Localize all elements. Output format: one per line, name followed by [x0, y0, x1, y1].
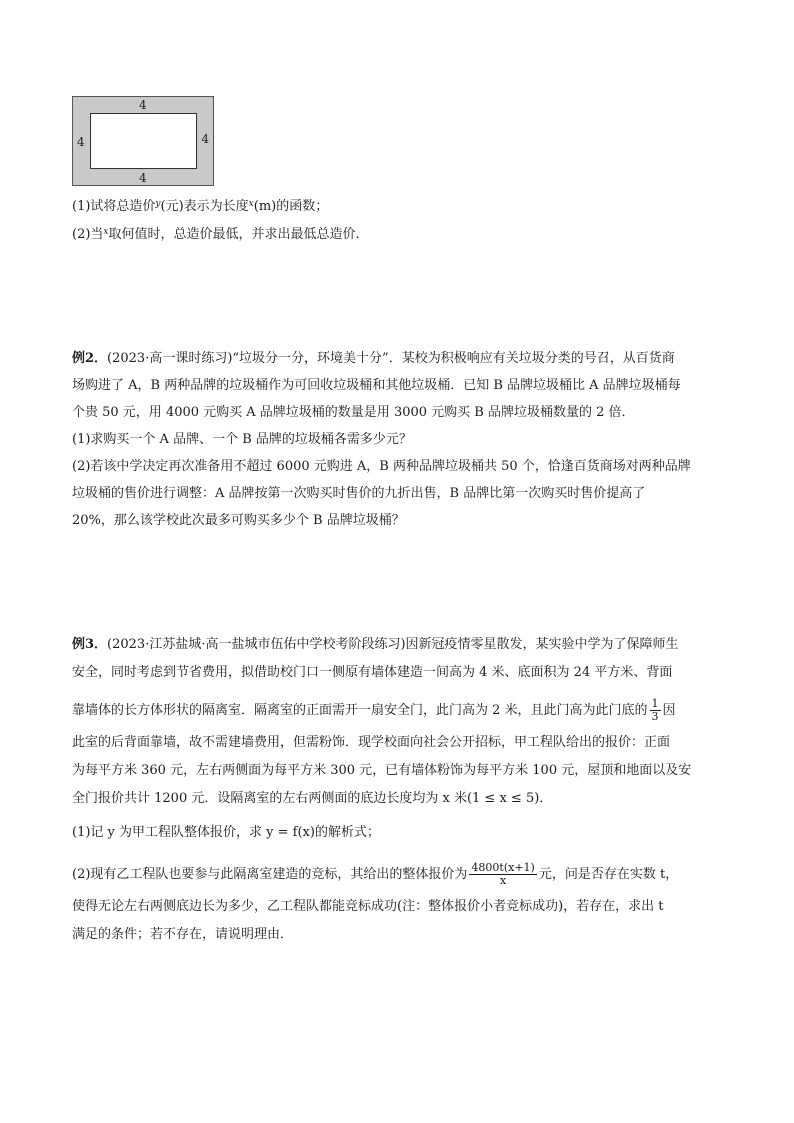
- ex3-line-2: 安全，同时考虑到节省费用，拟借助校门口一侧原有墙体建造一间高为 4 米、底面积为 24 平方米、背面: [72, 665, 673, 680]
- ex3-line-7: (1)记 y 为甲工程队整体报价，求 y = f(x)的解析式；: [72, 825, 380, 840]
- ex2-label: 例2．: [72, 351, 108, 366]
- ex3-line-8: (2)现有乙工程队也要参与此隔离室建造的竞标，其给出的整体报价为 $\frac{4800t(x+1)}{x}$ 元，问是否存在实数 t，: [72, 861, 679, 887]
- ex3-line-3: 靠墙体的长方体形状的隔离室．隔离室的正面需开一扇安全门，此门高为 2 米，且此门高为此门底的 $\frac{1}{3}$ 因: [72, 697, 676, 723]
- ex2-line-7: 20%，那么该学校此次最多可购买多少个 B 品牌垃圾桶？: [72, 513, 405, 528]
- ex2-line-1: 例2．(2023·高一课时练习)“垃圾分一分，环境美十分”．某校为积极响应有关垃圾分类的号召，从百货商: [72, 351, 675, 366]
- label-left: 4: [77, 135, 85, 149]
- ex2-line-6: 垃圾桶的售价进行调整：A 品牌按第一次购买时售价的九折出售，B 品牌比第一次购买时售价提高了: [72, 486, 646, 501]
- label-top: 4: [139, 98, 147, 112]
- ex2-line-4: (1)求购买一个 A 品牌、一个 B 品牌的垃圾桶各需多少元？: [72, 432, 412, 447]
- ex3-label: 例3．: [72, 637, 108, 652]
- fraction-one-third: $\frac{1}{3}$: [651, 697, 659, 723]
- frame-diagram: [72, 96, 214, 186]
- ex3-line-9: 使得无论左右两侧底边长为多少，乙工程队都能竞标成功(注：整体报价小者竞标成功)，若存在，求出 t: [72, 899, 664, 914]
- ex3-line-4: 此室的后背面靠墙，故不需建墙费用，但需粉饰．现学校面向社会公开招标，甲工程队给出的报价：正面: [72, 735, 671, 750]
- label-bottom: 4: [139, 171, 147, 185]
- inner-rectangle: [90, 113, 197, 169]
- ex3-line-1: 例3．(2023·江苏盐城·高一盐城市伍佑中学校考阶段练习)因新冠疫情零星散发，某实验中学为了保障师生: [72, 637, 679, 652]
- ex3-line-10: 满足的条件；若不存在，请说明理由．: [72, 927, 294, 942]
- ex2-line-2: 场购进了 A，B 两种品牌的垃圾桶作为可回收垃圾桶和其他垃圾桶．已知 B 品牌垃圾桶比 A 品牌垃圾桶每: [72, 378, 681, 393]
- ex2-line-5: (2)若该中学决定再次准备用不超过 6000 元购进 A，B 两种品牌垃圾桶共 50 个，恰逢百货商场对两种品牌: [72, 459, 691, 474]
- ex2-line-3: 个贵 50 元，用 4000 元购买 A 品牌垃圾桶的数量是用 3000 元购买 B 品牌垃圾桶数量的 2 倍．: [72, 405, 635, 420]
- question-2: (2)当$^x$取何值时，总造价最低，并求出最低总造价.: [72, 227, 360, 242]
- ex3-line-5: 为每平方米 360 元，左右两侧面为每平方米 300 元，已有墙体粉饰为每平方米 100 元，屋顶和地面以及安: [72, 763, 692, 778]
- ex3-line-6: 全门报价共计 1200 元．设隔离室的左右两侧面的底边长度均为 x 米(1 ≤ x ≤ 5)．: [72, 791, 553, 806]
- question-1: (1)试将总造价$^y$(元)表示为长度$^x$(m)的函数；: [72, 199, 329, 214]
- label-right: 4: [201, 132, 209, 146]
- fraction-price: $\frac{4800t(x+1)}{x}$: [471, 861, 535, 887]
- domain-condition: (1 ≤ x ≤ 5): [466, 791, 540, 806]
